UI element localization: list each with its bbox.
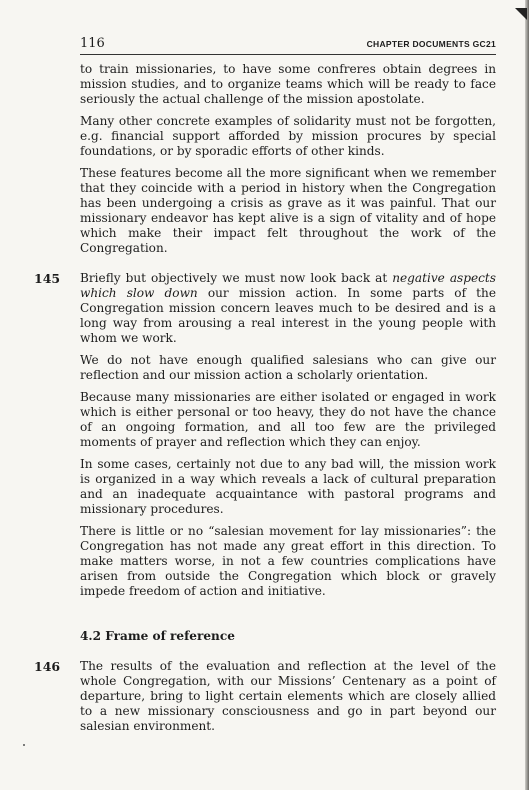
paragraph: These features become all the more significant when we remember that they coincide with a period in history when the Congregation has been undergoing a crisis as grave as it was painful. That our missionary endeavor has kept alive is a sign of vitality and of hope which make their impact felt throughout the work of the Congregation. [80, 166, 496, 255]
running-head: CHAPTER DOCUMENTS GC21 [366, 39, 496, 49]
paragraph: Because many missionaries are either isolated or engaged in work which is either personal or too heavy, they do not have the chance of an ongoing formation, and all too few are the privileged moments of prayer and reflection which they can enjoy. [80, 390, 496, 449]
paragraph: There is little or no “salesian movement for lay missionaries”: the Congregation has not made any great effort in this direction. To make matters worse, in not a few countries complications have arisen from outside the Congregation which block or gravely impede freedom of action and initiative. [80, 524, 496, 598]
paragraph [80, 271, 496, 346]
paragraph: We do not have enough qualified salesians who can give our reflection and our mission action a scholarly orientation. [80, 353, 496, 382]
section-146 [34, 659, 496, 734]
text-run: Briefly but objectively we must now look back at [80, 271, 393, 285]
page-header [80, 36, 496, 55]
paragraph: The results of the evaluation and reflection at the level of the whole Congregation, with our Missions’ Centenary as a point of departure, bring to light certain elements which are closely allied to a new missionary consciousness and go in part beyond our salesian environment. [80, 659, 496, 733]
text-run: our mission action. In some parts of the Congregation mission concern leaves much to be desired and is a long way from arousing a real interest in the young people with whom we work. [80, 286, 496, 345]
stray-mark [23, 744, 25, 746]
page-number: 116 [80, 36, 105, 51]
paragraph: In some cases, certainly not due to any bad will, the mission work is organized in a way which reveals a lack of cultural preparation and an inadequate acquaintance with pastoral programs and missionary procedures. [80, 457, 496, 516]
page-corner-mark [515, 8, 527, 20]
paragraph-number: 146 [34, 659, 61, 674]
paragraph: to train missionaries, to have some confreres obtain degrees in mission studies, and to organize teams which will be ready to face seriously the actual challenge of the mission apostolate. [80, 62, 496, 106]
emphasis-text: negative aspects which slow down [80, 271, 496, 300]
page-edge [525, 0, 529, 790]
paragraph-number: 145 [34, 271, 61, 286]
paragraph: Many other concrete examples of solidarity must not be forgotten, e.g. financial support afforded by mission procures by special foundations, or by sporadic efforts of other kinds. [80, 114, 496, 158]
section-heading: 4.2 Frame of reference [80, 629, 235, 643]
section-145 [34, 271, 496, 599]
page-content [34, 62, 496, 741]
